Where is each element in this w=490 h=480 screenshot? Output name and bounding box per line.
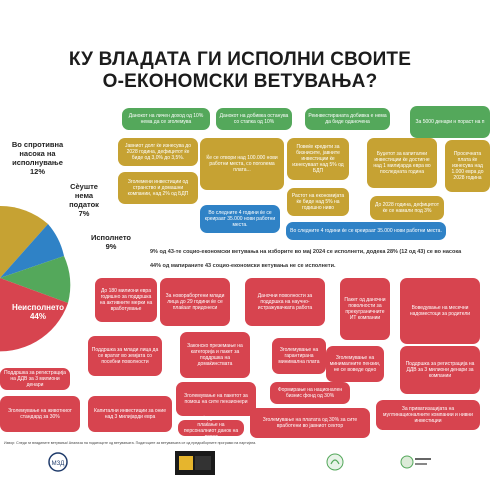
promise-card-red-5: Воведување на месечни надоместоци за родители bbox=[400, 278, 480, 344]
promise-card-gold-8: До 2028 година, дефицитот ќе се намали под 3% bbox=[370, 196, 444, 220]
promise-card-gold-1: Јавниот долг ќе изнесува до 2028 година, дефицитот ќе биде од 3,0% до 3,5%. bbox=[118, 138, 198, 166]
promise-card-red-16: Ослободување на плаќање на персоналниот данок на доход bbox=[178, 420, 244, 436]
promise-card-red-9: Зголемување на минималните пензии, не се воведе одно bbox=[326, 346, 384, 382]
promise-card-red-13: Формирање на национален бизнис фонд од 30% bbox=[270, 382, 350, 404]
promise-card-red-3: Даночни поволности за поддршка на научно-истражувачката работа bbox=[245, 278, 325, 326]
logo-green bbox=[325, 452, 345, 472]
promise-card-green-1: Данокот на личен доход од 10% нема да се зголемува bbox=[122, 108, 210, 130]
promise-card-red-4: Пакет од даночни поволности за прекуграничните ИТ компании bbox=[340, 278, 390, 340]
promise-card-gold-2: Ќе се отвори над 100.000 нови работни места, со поголема плата... bbox=[200, 138, 284, 190]
promise-card-blue: Во следните 4 години ќе се креираат 35.000 нови работни места. bbox=[200, 205, 280, 233]
promise-card-gold-6: Зголемени инвестиции од странство и домашни компании, над 2% од БДП bbox=[118, 172, 198, 204]
promise-card-red-6: Поддршка за млади лица да се вратат во земјата со посебни поволности bbox=[88, 336, 162, 376]
promise-card-red-11: Зголемување на пакетот за помош на сите пензионери bbox=[176, 382, 256, 416]
logo-right bbox=[400, 452, 432, 472]
promise-card-blue-wide: Во следните 4 години ќе се креираат 35.000 нови работни места. bbox=[286, 222, 446, 240]
promise-card-gold-3: Повеќе кредити за бизнисите, јавните инвестиции ќе изнесуваат над 5% од БДП bbox=[287, 138, 349, 180]
promise-card-red-1: До 180 милиони евра годишно за поддршка на активните мерки на вработување bbox=[95, 278, 157, 322]
svg-text:МЗД: МЗД bbox=[51, 461, 65, 467]
promise-card-red-10: Поддршка за регистрација на ДДВ за 3 милиони денари за компании bbox=[400, 346, 480, 394]
promise-card-red-8: Зголемување на гарантирана минимална плата bbox=[272, 338, 326, 374]
promise-card-red-12: Поддршка за регистрација на ДДВ за 3 милиони денари bbox=[0, 368, 70, 390]
promise-card-red-18: За приватизацијата на мултинационалните компании и нивни инвестиции bbox=[376, 400, 480, 430]
pie-label-fulfilled: Исполнето 9% bbox=[90, 233, 131, 251]
page-title-line1: КУ ВЛАДАТА ГИ ИСПОЛНИ СВОИТЕ bbox=[68, 49, 412, 70]
promise-card-green-3: Реинвестираната добивка е нема да биде оданочена bbox=[305, 108, 390, 130]
pie-label-unfulfilled: Неисполнето 44% bbox=[11, 303, 65, 321]
promise-card-red-15: Капитални инвестиции за оние над 3 милијарди евра bbox=[88, 396, 172, 432]
promise-card-green-4: За 5000 денари н пораст на п bbox=[410, 106, 490, 138]
footnote: Извор: Следи ги владините ветувања! Анализа на податоците од ветувањата. Податоците за ветувањата се од предизборните програми на партијата. bbox=[4, 441, 257, 445]
logo-foundation bbox=[175, 451, 215, 475]
promise-card-green-2: Данокот на добивка останува со стапка од 10% bbox=[216, 108, 292, 130]
promise-card-red-14: Зголемување на животниот стандард за 30% bbox=[0, 396, 80, 432]
promise-card-red-7: Законско преземање на категорија и пакет за поддршка на домаќинствата bbox=[180, 332, 250, 378]
promise-card-red-17: Зголемување на платата од 30% за сите вработени во јавниот сектор bbox=[250, 408, 370, 438]
promise-card-gold-7: Растот на економијата ќе биде над 5% на годишно ниво bbox=[287, 188, 349, 216]
promise-card-red-2: За новорабортени млади лица до 29 години ќе се плаќаат придонеси bbox=[160, 278, 230, 326]
logo-mzd bbox=[48, 452, 68, 472]
pie-label-opposite: Во спротивна насока на исполнување 12% bbox=[11, 140, 64, 176]
promise-card-gold-5: Просечната плата ќе изнесува над 1.000 евра до 2028 година bbox=[445, 140, 490, 192]
page-title-line2: О-ЕКОНОМСКИ ВЕТУВАЊА? bbox=[102, 71, 378, 92]
stat-fulfilled: 9% од 43-те социо-економски ветувања на изборите во мај 2024 се исполнети, додека 28% (12 од 43) се во насока bbox=[150, 249, 462, 255]
pie-chart bbox=[0, 148, 120, 368]
pie-label-nodata: Сѐуште нема податок 7% bbox=[69, 182, 99, 218]
stat-unfulfilled: 44% од мапираните 43 социо-економски ветувања не се исполнети. bbox=[150, 263, 336, 269]
promise-card-gold-4: Буџетот за капитални инвестиции ќе достигне над 1 милијарда евра во последната година bbox=[367, 138, 437, 188]
